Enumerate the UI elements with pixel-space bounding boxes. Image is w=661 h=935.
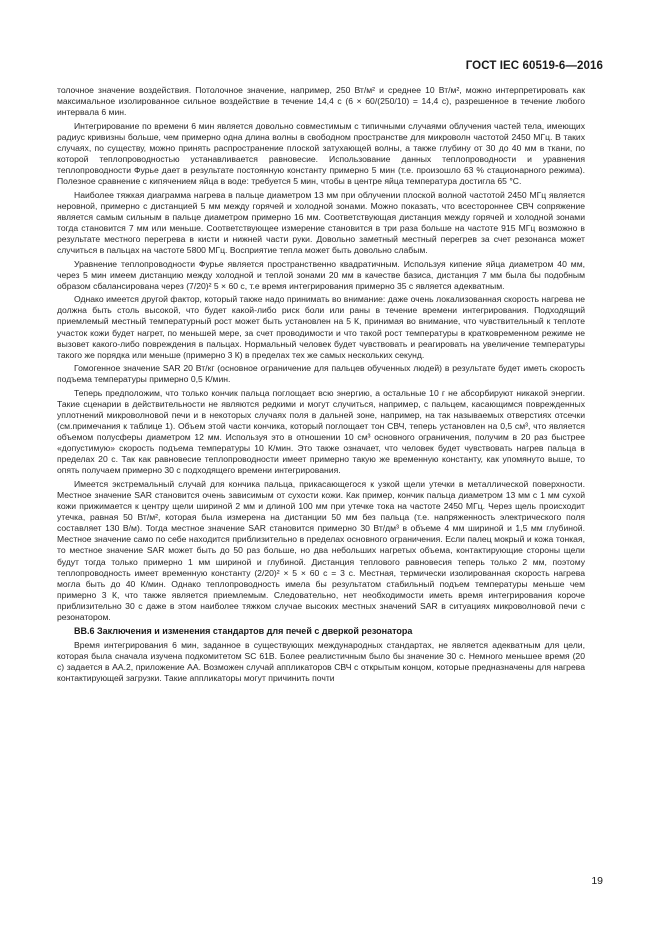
paragraph: Интегрирование по времени 6 мин является довольно совместимым с типичными случаями облучения частей тела, имеющих радиус кривизны больше, чем примерно одна длина волны в свободном пространстве для микроволн частотой 2450 МГц. В таких случаях, по существу, можно принять распространение плоской затухающей волны, а также глубину от 30 до 40 мм в ткани, по которой теплопроводностью устанавливается равновесие. Использование данных теплопроводности и уравнения теплопроводности Фурье дает в результате постоянную константу примерно 5 мин (т.е. произошло 63 % стационарного режима). Полезное сравнение с кипячением яйца в воде: требуется 5 мин, чтобы в центре яйца температура достигла 65 °С. (57, 120, 585, 187)
paragraph: Гомогенное значение SAR 20 Вт/кг (основное ограничение для пальцев обученных людей) в результате будет иметь скорость подъема температуры примерно 0,5 К/мин. (57, 363, 585, 385)
paragraph: Имеется экстремальный случай для кончика пальца, прикасающегося к узкой щели утечки в металлической поверхности. Местное значение SAR становится очень зависимым от сухости кожи. Как пример, кончик пальца диаметром 13 мм с 1 мм сухой кожи прижимается к центру щели шириной 2 мм и длиной 100 мм при утечке тока на частоте 2450 МГц. Через щель происходит утечка, равная 50 Вт/м², которая была измерена на дистанции 50 мм без пальца (т.е. напряженность электрического поля составляет 130 В/м). Тогда местное значение SAR становится примерно 30 Вт/дм³ в объеме 4 мм шириной и 1,5 мм глубиной. Местное значение само по себе находится приблизительно в пределах основного ограничения. Если палец мокрый и кожа тонкая, то местное значение SAR может быть до 50 раз больше, но два небольших нагретых объема, контактирующие стороны щели будут тогда только примерно 1 мм шириной и глубиной. Дистанция теплового равновесия теперь только 2 мм, поэтому теплопроводность имеет временную константу (2/20)² × 5 × 60 с = 3 с. Местная, термически изолированная скорость нагрева могла быть до 40 К/мин. Однако теплопроводность имела бы результатом стабильный подъем температуры меньше чем примерно 3 К, что также является приемлемым. Следовательно, нет необходимости иметь время интегрирования короче приблизительно 30 с даже в этом наиболее тяжком случае высоких местных значений SAR в ситуациях микроволновой печи с резонатором. (57, 478, 585, 623)
section-heading: ВВ.6 Заключения и изменения стандартов для печей с дверкой резонатора (74, 625, 413, 636)
paragraph-continuation: толочное значение воздействия. Потолочное значение, например, 250 Вт/м² и среднее 10 Вт/м², можно интерпретировать как максимальное изолированное сильное воздействие в течение 14,4 с (6 × 60/(250/10) = 14,4 с), разрешенное в течение любого интервала 6 мин. (57, 85, 585, 118)
paragraph: Наиболее тяжкая диаграмма нагрева в пальце диаметром 13 мм при облучении плоской волной частотой 2450 МГц является неровной, примерно с дистанцией 5 мм между горячей и холодной зонами. Можно показать, что всестороннее СВЧ сопряжение является самым сильным в пальце диаметром примерно 16 мм. Соответствующая дистанция между горячей и холодной зонами тогда становится 7 мм или меньше. Соответствующее измерение становится в три раза больше на частоте 915 МГц возможно в результате местного перегрева в кисти и нижней части руки. Довольно заметный местный перегрев за счет резонанса может случиться в пальцах на частоте 5800 МГц. Восприятие тепла может быть довольно слабым. (57, 189, 585, 256)
page-header: ГОСТ IEC 60519-6—2016 (465, 60, 603, 72)
paragraph: Однако имеется другой фактор, который также надо принимать во внимание: даже очень локализованная скорость нагрева не должна быть столь высокой, что будет какой-либо риск боли или раны в течение времени интегрирования. Подходящий приемлемый местный температурный рост может быть установлен на 5 К, принимая во внимание, что чувствительный к теплоте участок кожи будет нагрет, по меньшей мере, за счет проводимости и что такой рост температуры в кратковременном режиме не вызовет какого-либо повреждения в пальцах. Нормальный человек будет чувствовать и реагировать на увеличение температуры такого же порядка или меньше (примерно 3 К) в пределах тех же самых нескольких секунд. (57, 294, 585, 360)
document-body (57, 85, 585, 686)
page-number: 19 (591, 875, 603, 887)
paragraph: Теперь предположим, что только кончик пальца поглощает всю энергию, а остальные 10 г не абсорбируют никакой энергии. Такие сценарии в действительности не являются редкими и могут случиться, например, с пальцем, касающимся поврежденных уплотнений микроволновой печи и в некоторых случаях поля в дальней зоне, например, на так называемых отверстиях отсечки (см.примечания к таблице 1). Объем этой части кончика, который поглощает тон СВЧ, теперь установлен на 0,5 см³, что является объемом полусферы диаметром 12 мм. Используя это в отношении 10 см³ основного ограничения, получим в 20 раз быстрее «допустимую» скорость подъема температуры 10 К/мин. Это также означает, что человек будет чувствовать нагрев пальца в пределах 20 с. Так как равновесие теплопроводности имеет примерно такую же временную константу, как упомянуто выше, то опять получаем примерно 30 с подходящего времени интегрирования. (57, 387, 585, 476)
paragraph: Время интегрирования 6 мин, заданное в существующих международных стандартах, не является адекватным для цели, которая была сначала изучена подкомитетом SC 61B. Более реалистичным было бы значение 30 с. Немного меньшее время (20 с) задается в АА.2, приложение АА. Возможен случай аппликаторов СВЧ с открытым концом, которые предназначены для нагрева контактирующей загрузки. Такие аппликаторы могут причинить почти (57, 639, 585, 683)
paragraph: Уравнение теплопроводности Фурье является пространственно квадратичным. Используя кипение яйца диаметром 40 мм, через 5 мин имеем дистанцию между холодной и теплой зонами 20 мм в качестве базиса, дистанция 7 мм была бы подобным образом сбалансирована через (7/20)² 5 × 60 с, т.е время интегрирования примерно 35 с является адекватным. (57, 258, 585, 291)
